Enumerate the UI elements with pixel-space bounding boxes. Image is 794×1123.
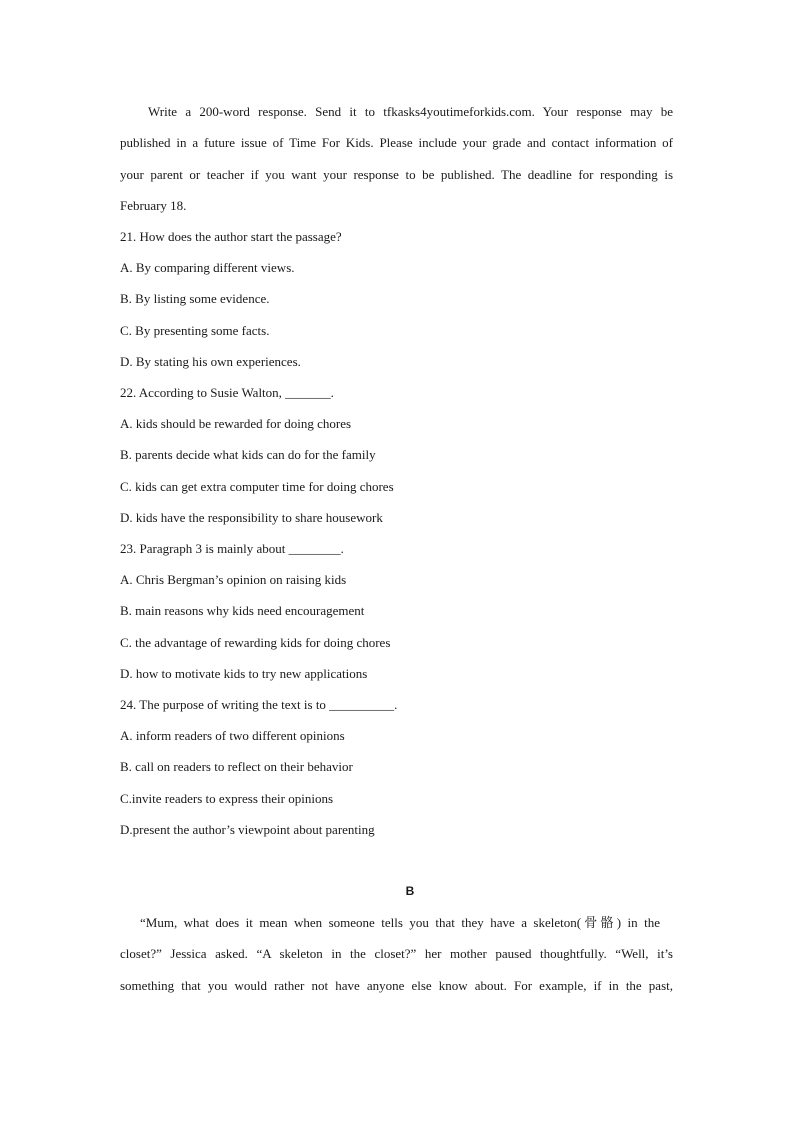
question-23-stem: 23. Paragraph 3 is mainly about ________. bbox=[120, 541, 344, 556]
question-22-option-a: A. kids should be rewarded for doing chores bbox=[120, 416, 352, 431]
passage-b-line-3: something that you would rather not have anyone else know about. For example, if in the past, bbox=[120, 978, 673, 993]
question-21-option-b: B. By listing some evidence. bbox=[120, 291, 270, 306]
intro-line-2: published in a future issue of Time For Kids. Please include your grade and contact information of bbox=[120, 135, 673, 150]
question-23-option-d: D. how to motivate kids to try new applications bbox=[120, 666, 368, 681]
passage-b-line-2: closet?” Jessica asked. “A skeleton in the closet?” her mother paused thoughtfully. “Well, it’s bbox=[120, 946, 673, 961]
passage-b-line-1: “Mum, what does it mean when someone tells you that they have a skeleton(骨骼) in the bbox=[140, 915, 660, 930]
question-22-stem: 22. According to Susie Walton, _______. bbox=[120, 385, 334, 400]
intro-line-1: Write a 200-word response. Send it to tfkasks4youtimeforkids.com. Your response may be bbox=[148, 104, 673, 119]
question-23-option-c: C. the advantage of rewarding kids for doing chores bbox=[120, 635, 391, 650]
question-21-option-a: A. By comparing different views. bbox=[120, 260, 295, 275]
question-24-option-b: B. call on readers to reflect on their behavior bbox=[120, 759, 353, 774]
question-24-option-a: A. inform readers of two different opinions bbox=[120, 728, 345, 743]
question-22-option-b: B. parents decide what kids can do for the family bbox=[120, 447, 376, 462]
question-24-stem: 24. The purpose of writing the text is to __________. bbox=[120, 697, 398, 712]
question-21-stem: 21. How does the author start the passage? bbox=[120, 229, 342, 244]
question-24-option-c: C.invite readers to express their opinions bbox=[120, 791, 334, 806]
section-heading: B bbox=[405, 884, 415, 898]
question-23-option-b: B. main reasons why kids need encouragement bbox=[120, 603, 365, 618]
question-24-option-d: D.present the author’s viewpoint about parenting bbox=[120, 822, 375, 837]
question-21-option-c: C. By presenting some facts. bbox=[120, 323, 270, 338]
question-22-option-c: C. kids can get extra computer time for doing chores bbox=[120, 479, 394, 494]
question-23-option-a: A. Chris Bergman’s opinion on raising kids bbox=[120, 572, 347, 587]
question-22-option-d: D. kids have the responsibility to share housework bbox=[120, 510, 383, 525]
intro-line-3: your parent or teacher if you want your response to be published. The deadline for responding is bbox=[120, 167, 673, 182]
question-21-option-d: D. By stating his own experiences. bbox=[120, 354, 301, 369]
intro-line-4: February 18. bbox=[120, 198, 187, 213]
